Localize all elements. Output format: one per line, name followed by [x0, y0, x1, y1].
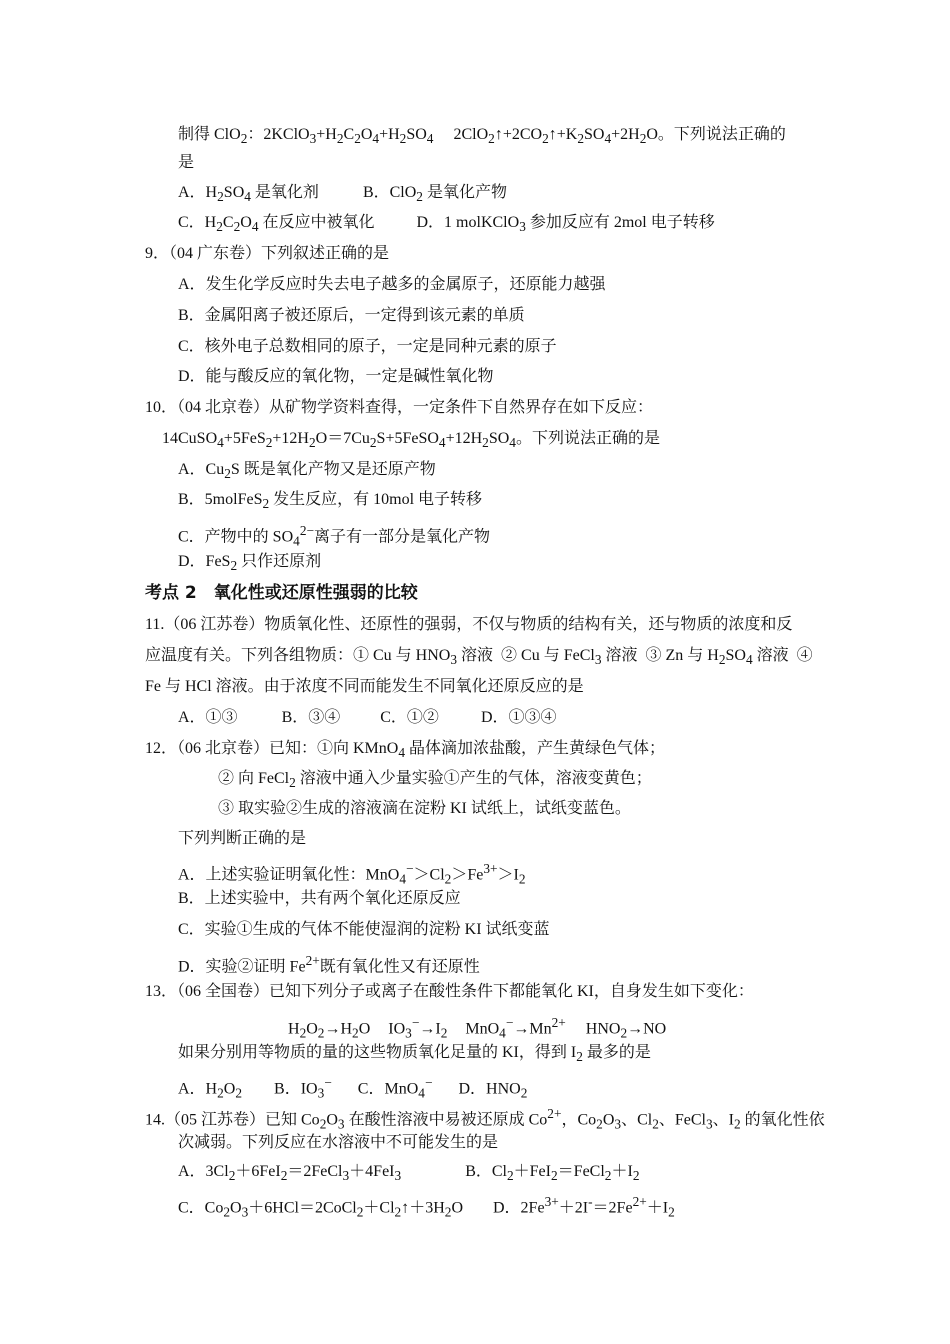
q9-option-d: D．能与酸反应的氧化物，一定是碱性氧化物: [178, 368, 494, 385]
q10-option-c: C．产物中的 $SO_4^{2-}$离子有一部分是氧化产物: [178, 523, 491, 549]
q9-option-a: A．发生化学反应时失去电子越多的金属原子，还原能力越强: [178, 276, 606, 293]
q12-step-3: ③ 取实验②生成的溶液滴在淀粉 KI 试纸上，试纸变蓝色。: [218, 800, 631, 817]
q8-options-ab: A．$H_2SO_4$ 是氧化剂 B．ClO$_2$ 是氧化产物: [178, 184, 507, 205]
q13-options: A．$H_2O_2$ B．$IO_3^-$ C．MnO$_4$− D．$HNO_2$: [178, 1075, 528, 1101]
q11-stem-3: Fe 与 HCl 溶液。由于浓度不同而能发生不同氧化还原反应的是: [145, 678, 584, 695]
q8-equation-line: 制得 ClO$_2$：$2KClO_3+H_2C_2O_4+H_2SO_4$ $2ClO_2↑+2CO_2↑+K_2SO_4+2H_2O$。下列说法正确的: [178, 126, 786, 147]
q11-stem-2: 应温度有关。下列各组物质：① Cu 与 $HNO_3$ 溶液 ② Cu 与 FeCl$_3$ 溶液 ③ Zn 与 $H_2SO_4$ 溶液 ④: [145, 647, 813, 668]
q11-options: A．①③ B．③④ C．①② D．①③④: [178, 709, 557, 726]
q14-stem-2: 次减弱。下列反应在水溶液中不可能发生的是: [178, 1134, 499, 1151]
q10-stem: 10．（04 北京卷）从矿物学资料查得，一定条件下自然界存在如下反应：: [145, 399, 654, 416]
q12-option-d: D．实验②证明 $Fe^{2+}$既有氧化性又有还原性: [178, 953, 480, 976]
q12-step-2: ② 向 FeCl$_2$ 溶液中通入少量实验①产生的气体，溶液变黄色；: [218, 770, 652, 791]
q10-option-b: B．5molFeS$_2$ 发生反应，有 10mol 电子转移: [178, 491, 483, 512]
q9-stem: 9．（04 广东卷）下列叙述正确的是: [145, 245, 390, 262]
q12-option-b: B．上述实验中，共有两个氧化还原反应: [178, 890, 461, 907]
q14-options-cd: C．$Co_2O_3+6HCl=2CoCl_2+Cl_2↑+3H_2O$ D．$2Fe^{3+}+2I^-=2Fe^{2+}+I_2$: [178, 1194, 675, 1220]
q13-reactions: $H_2O_2\to H_2O$ $IO_3^-\to I_2$ $MnO_4^-\to Mn^{2+}$ $HNO_2\to NO$: [288, 1015, 667, 1041]
q13-stem: 13．（06 全国卷）已知下列分子或离子在酸性条件下都能氧化 KI，自身发生如下变化：: [145, 983, 754, 1000]
q12-prompt: 下列判断正确的是: [178, 830, 307, 847]
q12-option-c: C．实验①生成的气体不能使湿润的淀粉 KI 试纸变蓝: [178, 921, 550, 938]
q9-option-b: B．金属阳离子被还原后，一定得到该元素的单质: [178, 307, 525, 324]
q11-stem-1: 11.（06 江苏卷）物质氧化性、还原性的强弱，不仅与物质的结构有关，还与物质的浓度和反: [145, 616, 793, 633]
q14-stem-1: 14.（05 江苏卷）已知 $Co_2O_3$ 在酸性溶液中易被还原成 $Co^{2+}$，$Co_2O_3$、$Cl_2$、FeCl$_3$、$I_2$ 的氧化性依: [145, 1106, 825, 1132]
q8-options-cd: C．$H_2C_2O_4$ 在反应中被氧化 D．1 molKClO$_3$ 参加反应有 2mol 电子转移: [178, 214, 715, 235]
q9-option-c: C．核外电子总数相同的原子，一定是同种元素的原子: [178, 338, 557, 355]
q10-option-a: A．$Cu_2S$ 既是氧化产物又是还原产物: [178, 461, 436, 482]
q12-stem: 12．（06 北京卷）已知：①向 KMnO$_4$ 晶体滴加浓盐酸，产生黄绿色气体；: [145, 740, 666, 761]
q10-equation: $14CuSO_4+5FeS_2+12H_2O=7Cu_2S+5FeSO_4+12H_2SO_4$。下列说法正确的是: [162, 430, 660, 451]
q10-option-d: D．FeS$_2$ 只作还原剂: [178, 553, 322, 574]
q8-stem-end: 是: [178, 154, 195, 171]
q13-prompt: 如果分别用等物质的量的这些物质氧化足量的 KI，得到 $I_2$ 最多的是: [178, 1044, 651, 1065]
section-heading: 考点 2 氧化性或还原性强弱的比较: [145, 583, 418, 603]
q12-option-a: A．上述实验证明氧化性：$MnO_4^->Cl_2>Fe^{3+}>I_2$: [178, 861, 526, 887]
q14-options-ab: A．$3Cl_2+6FeI_2=2FeCl_3+4FeI_3$ B．$Cl_2+FeI_2=FeCl_2+I_2$: [178, 1163, 640, 1184]
